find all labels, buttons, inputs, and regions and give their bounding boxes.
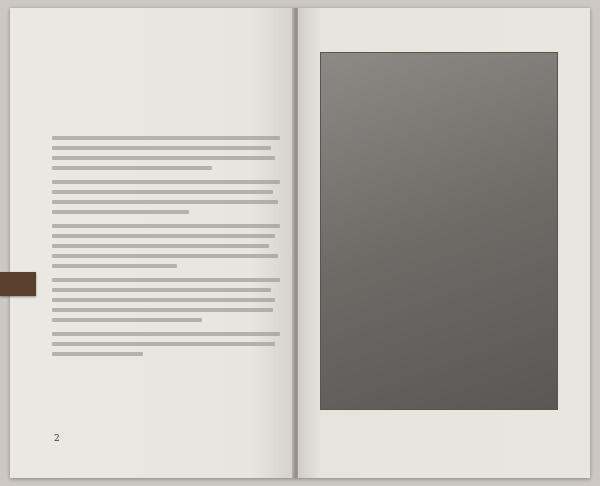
image-placeholder — [320, 52, 558, 410]
page-number: 2 — [54, 434, 60, 444]
booklet-spread — [10, 8, 590, 478]
bookmark-ribbon — [0, 272, 36, 296]
right-page — [298, 8, 590, 478]
placeholder-text-block — [52, 136, 280, 366]
left-page — [10, 8, 294, 478]
